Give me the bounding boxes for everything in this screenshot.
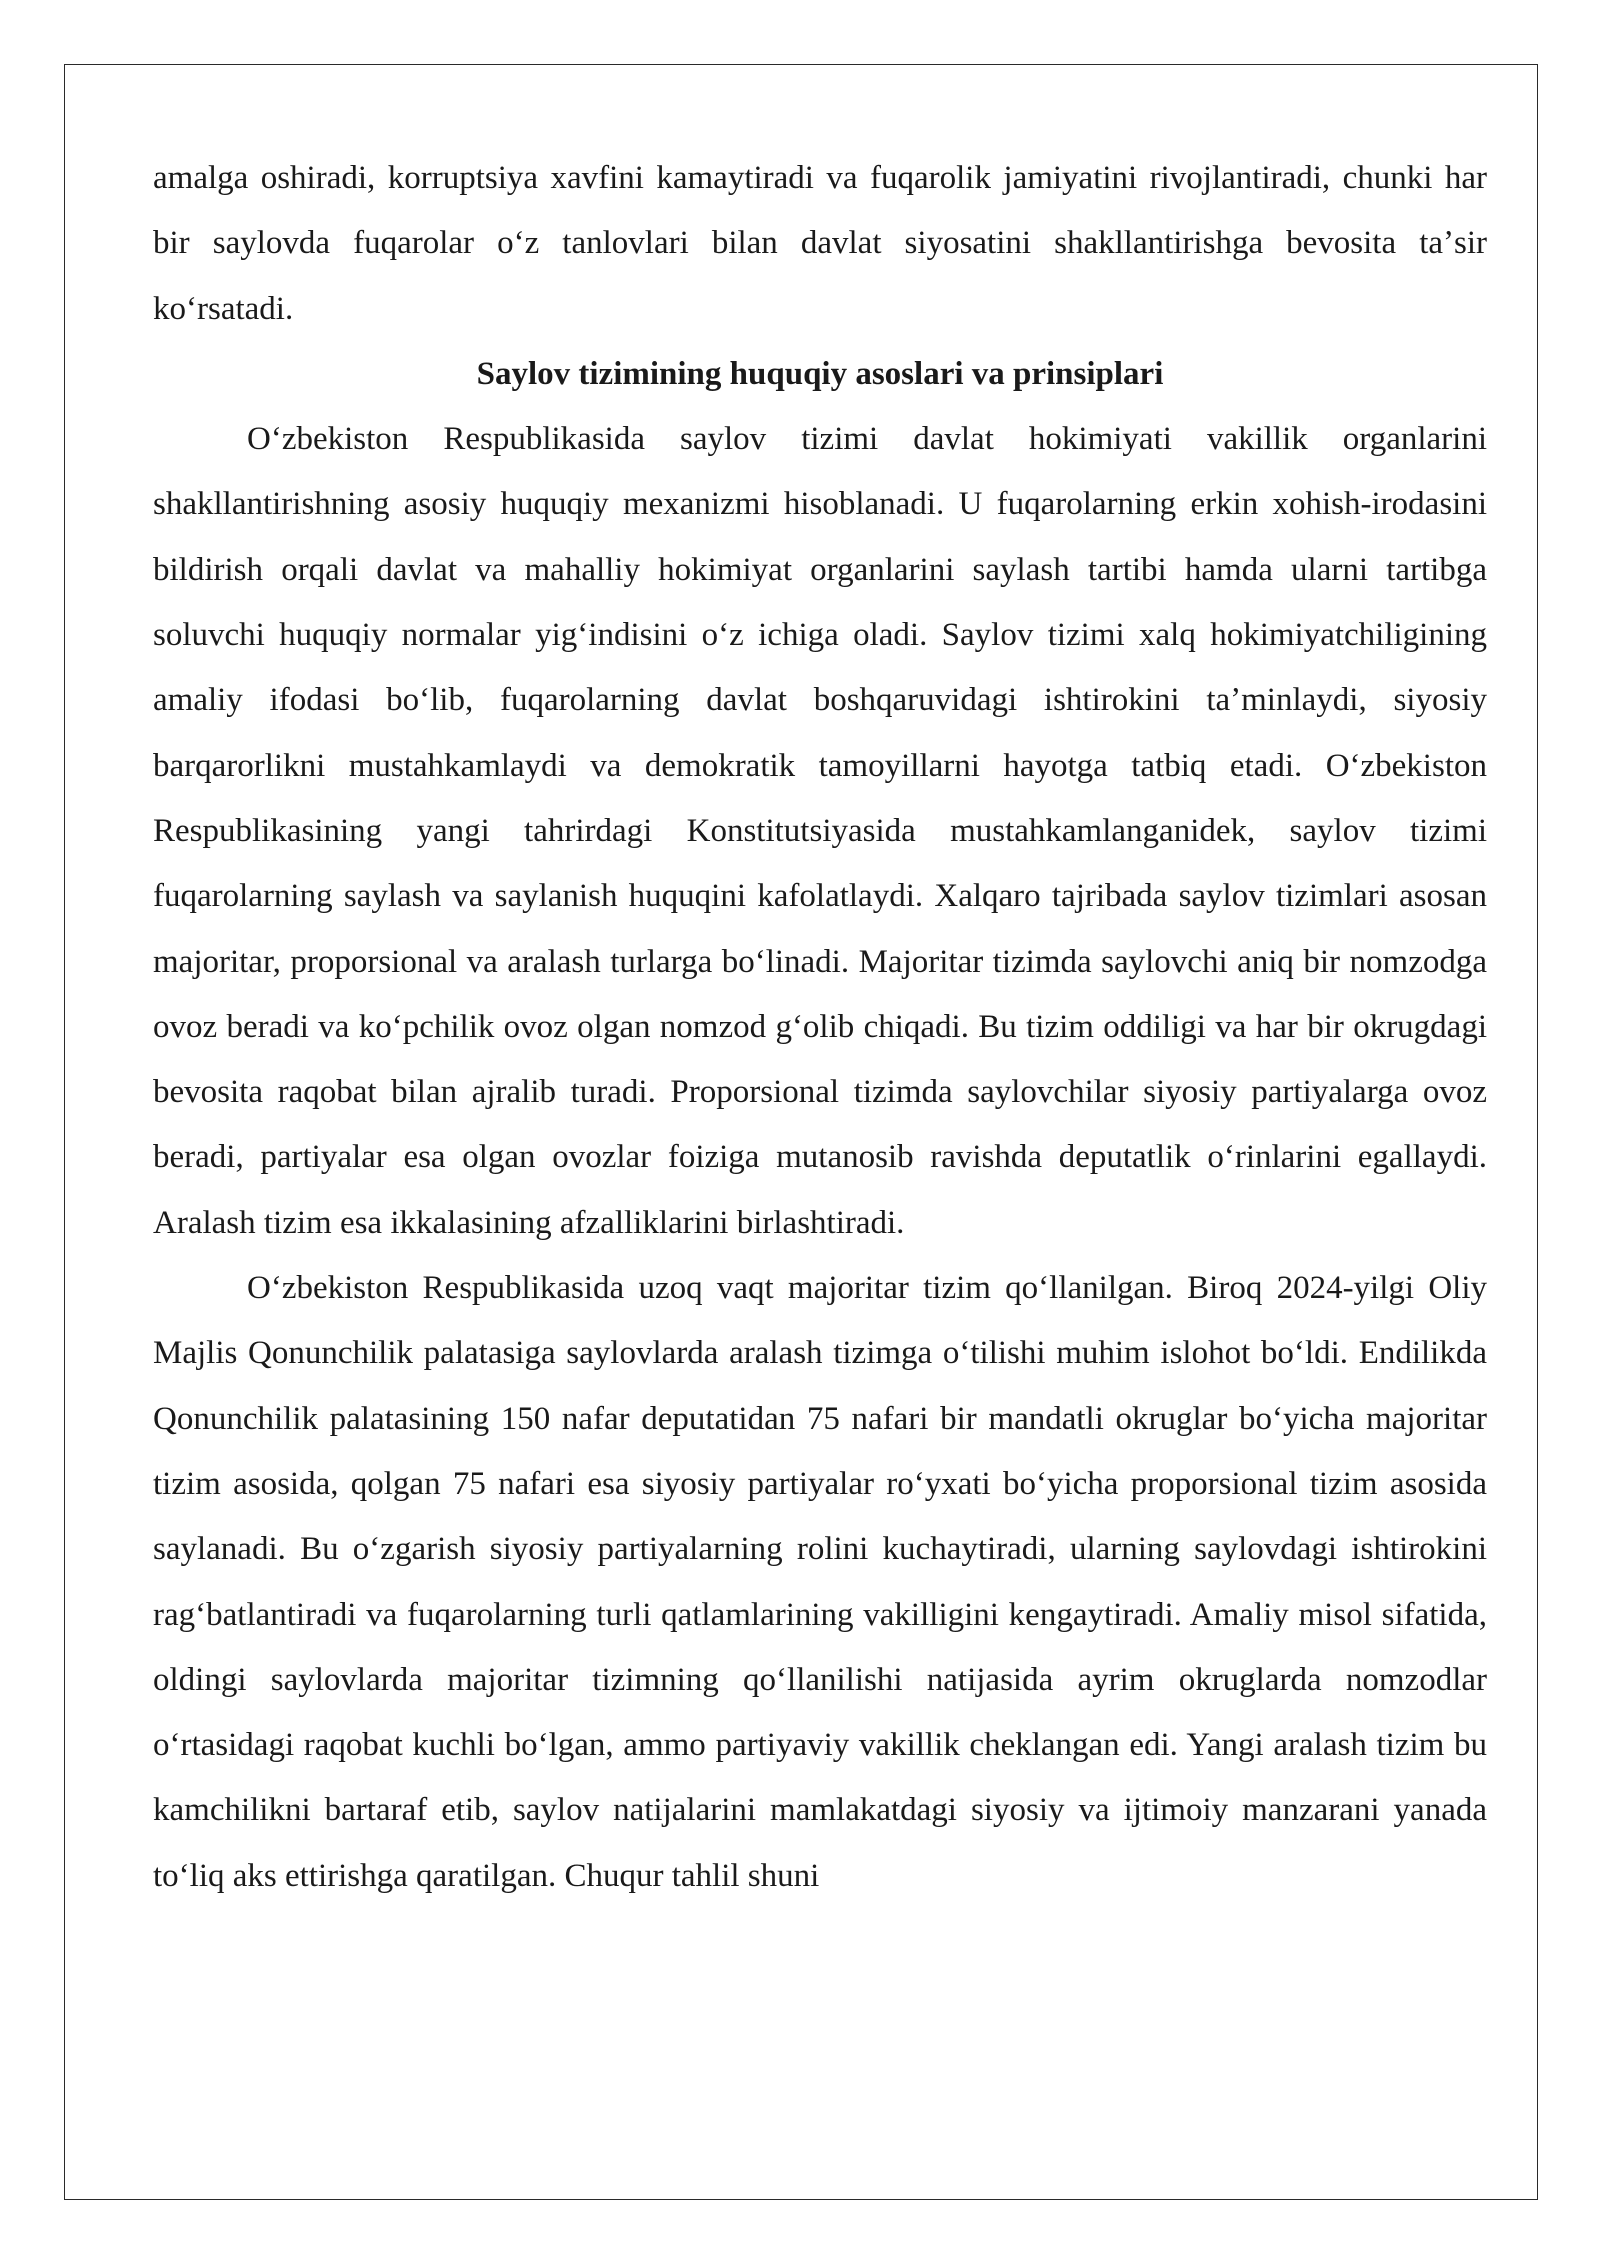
paragraph-legal-basis: Oʻzbekiston Respublikasida saylov tizimi davlat hokimiyati vakillik organlarini shakllantirishning asosiy huquqiy mexanizmi hisoblanadi. U fuqarolarning erkin xohish-irodasini bildirish orqali davlat va mahalliy hokimiyat organlarini saylash tartibi hamda ularni tartibga soluvchi huquqiy normalar yigʻindisini oʻz ichiga oladi. Saylov tizimi xalq hokimiyatchiligining amaliy ifodasi boʻlib, fuqarolarning davlat boshqaruvidagi ishtirokini taʼminlaydi, siyosiy barqarorlikni mustahkamlaydi va demokratik tamoyillarni hayotga tatbiq etadi. Oʻzbekiston Respublikasining yangi tahrirdagi Konstitutsiyasida mustahkamlanganidek, saylov tizimi fuqarolarning saylash va saylanish huquqini kafolatlaydi. Xalqaro tajribada saylov tizimlari asosan majoritar, proporsional va aralash turlarga boʻlinadi. Majoritar tizimda saylovchi aniq bir nomzodga ovoz beradi va koʻpchilik ovoz olgan nomzod gʻolib chiqadi. Bu tizim oddiligi va har bir okrugdagi bevosita raqobat bilan ajralib turadi. Proporsional tizimda saylovchilar siyosiy partiyalarga ovoz beradi, partiyalar esa olgan ovozlar foiziga mutanosib ravishda deputatlik oʻrinlarini egallaydi. Aralash tizim esa ikkalasining afzalliklarini birlashtiradi. (153, 421, 1487, 1241)
paragraph-mixed-system: Oʻzbekiston Respublikasida uzoq vaqt majoritar tizim qoʻllanilgan. Biroq 2024-yilgi Oliy Majlis Qonunchilik palatasiga saylovlarda aralash tizimga oʻtilishi muhim islohot boʻldi. Endilikda Qonunchilik palatasining 150 nafar deputatidan 75 nafari bir mandatli okruglar boʻyicha majoritar tizim asosida, qolgan 75 nafari esa siyosiy partiyalar roʻyxati boʻyicha proporsional tizim asosida saylanadi. Bu oʻzgarish siyosiy partiyalarning rolini kuchaytiradi, ularning saylovdagi ishtirokini ragʻbatlantiradi va fuqarolarning turli qatlamlarining vakilligini kengaytiradi. Amaliy misol sifatida, oldingi saylovlarda majoritar tizimning qoʻllanilishi natijasida ayrim okruglarda nomzodlar oʻrtasidagi raqobat kuchli boʻlgan, ammo partiyaviy vakillik cheklangan edi. Yangi aralash tizim bu kamchilikni bartaraf etib, saylov natijalarini mamlakatdagi siyosiy va ijtimoiy manzarani yanada toʻliq aks ettirishga qaratilgan. Chuqur tahlil shuni (153, 1270, 1487, 1894)
document-body (153, 146, 1487, 1909)
paragraph-continuation: amalga oshiradi, korruptsiya xavfini kamaytiradi va fuqarolik jamiyatini rivojlantiradi, chunki har bir saylovda fuqarolar oʻz tanlovlari bilan davlat siyosatini shakllantirishga bevosita taʼsir koʻrsatadi. (153, 160, 1487, 327)
section-heading: Saylov tizimining huquqiy asoslari va prinsiplari (476, 355, 1164, 392)
